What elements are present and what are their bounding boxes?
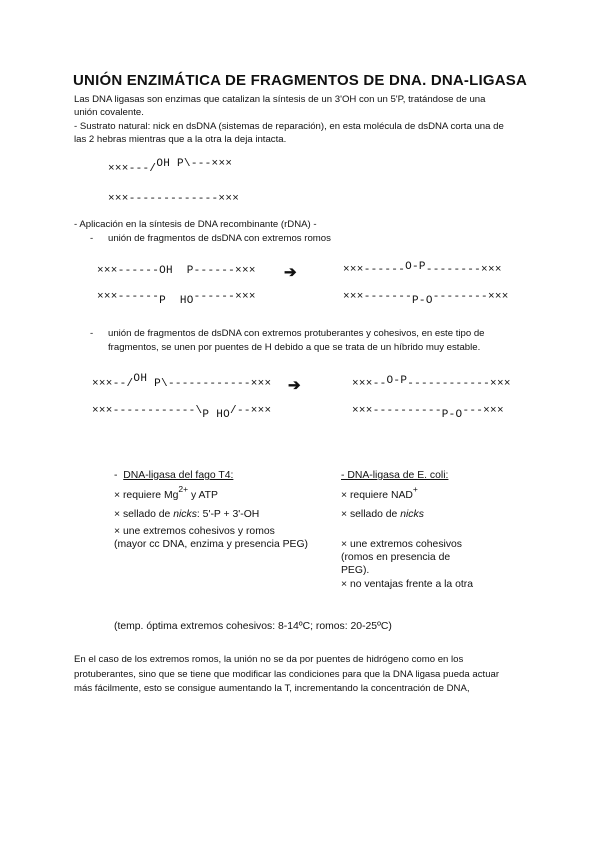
temperature-note: (temp. óptima extremos cohesivos: 8-14ºC; romos: 20-25ºC) <box>114 621 392 632</box>
ecoli-item-4b: PEG). <box>341 565 370 576</box>
blunt-po-label: P-O <box>412 295 433 307</box>
t4-item-4: (mayor cc DNA, enzima y presencia PEG) <box>114 539 309 550</box>
sticky-ends-label-2: fragmentos, se unen por puentes de H debido a que se trata de un híbrido muy estable. <box>108 342 481 353</box>
conclusion-line-2: protuberantes, sino que se tiene que modificar las condiciones para que la DNA ligasa pueda actuar <box>74 669 500 680</box>
sticky-p-label: P <box>202 409 210 421</box>
page-title: UNIÓN ENZIMÁTICA DE FRAGMENTOS DE DNA. DNA-LIGASA <box>73 72 527 89</box>
t4-heading-text: DNA-ligasa del fago T4: <box>123 470 234 481</box>
ecoli-item-1-sup: + <box>412 484 418 494</box>
sticky-right-top-strand-b: ------------××× <box>407 378 511 390</box>
ecoli-item-2-text: × sellado de <box>341 509 401 520</box>
ecoli-item-1-text: × requiere NAD <box>341 490 413 501</box>
sticky-left-bot-strand-b: /--××× <box>230 405 272 417</box>
right-arrow-icon: ➔ <box>284 264 297 281</box>
sticky-po-label: P-O <box>441 409 463 421</box>
sticky-right-bot-strand-b: ---××× <box>462 405 504 417</box>
right-arrow-icon: ➔ <box>288 377 301 394</box>
bullet-dash-2: - <box>90 328 94 339</box>
ecoli-item-5: × no ventajas frente a la otra <box>341 579 473 590</box>
blunt-left-top-strand-a: ×××------ <box>97 265 160 277</box>
intro-line-4: las 2 hebras mientras que a la otra la deja intacta. <box>74 134 287 145</box>
sticky-ho-label: HO <box>216 409 231 421</box>
sticky-right-top-strand-a: ×××-- <box>352 378 387 390</box>
sticky-right-bottom <box>352 405 504 421</box>
blunt-left-top <box>97 265 256 277</box>
sticky-right-bot-strand-a: ×××---------- <box>352 405 442 417</box>
sticky-left-top <box>92 373 272 390</box>
blunt-left-bottom <box>97 291 256 307</box>
blunt-oh-label: OH <box>159 265 173 277</box>
bullet-dash-1: - <box>90 233 94 244</box>
sticky-left-bot-strand-a: ×××------------\ <box>92 405 203 417</box>
nick-oh-label: OH <box>156 158 171 170</box>
ecoli-heading: - DNA-ligasa de E. coli: <box>341 470 449 481</box>
t4-item-2-italic: nicks <box>173 509 197 520</box>
blunt-left-bot-strand-a: ×××------ <box>97 291 160 303</box>
ecoli-item-2 <box>341 508 424 521</box>
nick-top-strand <box>108 158 233 175</box>
t4-item-2-text: × sellado de <box>114 509 174 520</box>
intro-line-2: unión covalente. <box>74 107 144 118</box>
blunt-right-top-strand-a: ×××------ <box>343 264 406 276</box>
sticky-right-top <box>352 375 511 390</box>
blunt-op-label: O-P <box>405 261 426 273</box>
blunt-right-bot-strand-b: --------××× <box>432 291 509 303</box>
blunt-p-label: P <box>159 295 167 307</box>
t4-item-1-tail: y ATP <box>188 490 218 501</box>
blunt-right-bot-strand-a: ×××------- <box>343 291 413 303</box>
blunt-right-bottom <box>343 291 509 307</box>
intro-line-1: Las DNA ligasas son enzimas que catalizan la síntesis de un 3'OH con un 5'P, tratándose de una <box>74 94 486 105</box>
t4-item-1-text: × requiere Mg <box>114 490 179 501</box>
conclusion-line-1: En el caso de los extremos romos, la unión no se da por puentes de hidrógeno como en los <box>74 654 464 665</box>
nick-p-label: P\---××× <box>177 158 233 170</box>
sticky-oh-label: OH <box>133 373 148 385</box>
t4-item-3: × une extremos cohesivos y romos <box>114 526 275 537</box>
blunt-right-top <box>343 261 502 276</box>
sticky-op-label: O-P <box>386 375 408 387</box>
t4-item-1 <box>114 484 218 502</box>
t4-heading <box>114 469 233 482</box>
blunt-ends-label: unión de fragmentos de dsDNA con extremos romos <box>108 233 331 244</box>
intro-line-3: - Sustrato natural: nick en dsDNA (sistemas de reparación), en esta molécula de dsDNA corta una de <box>74 121 504 132</box>
ecoli-item-2-italic: nicks <box>400 509 424 520</box>
t4-heading-dash: - <box>114 470 118 481</box>
sticky-left-bottom <box>92 405 272 421</box>
sticky-left-top-strand-b: P\------------××× <box>154 378 272 390</box>
blunt-right-top-strand-b: --------××× <box>425 264 502 276</box>
nick-bottom-strand: ×××-------------××× <box>108 193 240 205</box>
ecoli-item-4a: (romos en presencia de <box>341 552 451 563</box>
rdna-heading: - Aplicación en la síntesis de DNA recombinante (rDNA) - <box>74 219 317 230</box>
t4-item-2 <box>114 508 259 521</box>
blunt-left-bot-strand-b: ------××× <box>193 291 256 303</box>
blunt-left-top-strand-b: P------××× <box>186 265 256 277</box>
sticky-left-top-strand-a: ×××--/ <box>92 378 134 390</box>
nick-top-left: ×××---/ <box>108 163 157 175</box>
t4-item-2-tail: : 5'-P + 3'-OH <box>196 509 260 520</box>
sticky-ends-label-1: unión de fragmentos de dsDNA con extremos protuberantes y cohesivos, en este tipo de <box>108 328 485 339</box>
t4-item-1-sup: 2+ <box>178 484 189 494</box>
ecoli-item-3: × une extremos cohesivos <box>341 539 462 550</box>
blunt-ho-label: HO <box>179 295 194 307</box>
ecoli-item-1 <box>341 484 418 502</box>
conclusion-line-3: más fácilmente, esto se consigue aumentando la T, incrementando la concentración de DNA, <box>74 683 470 694</box>
